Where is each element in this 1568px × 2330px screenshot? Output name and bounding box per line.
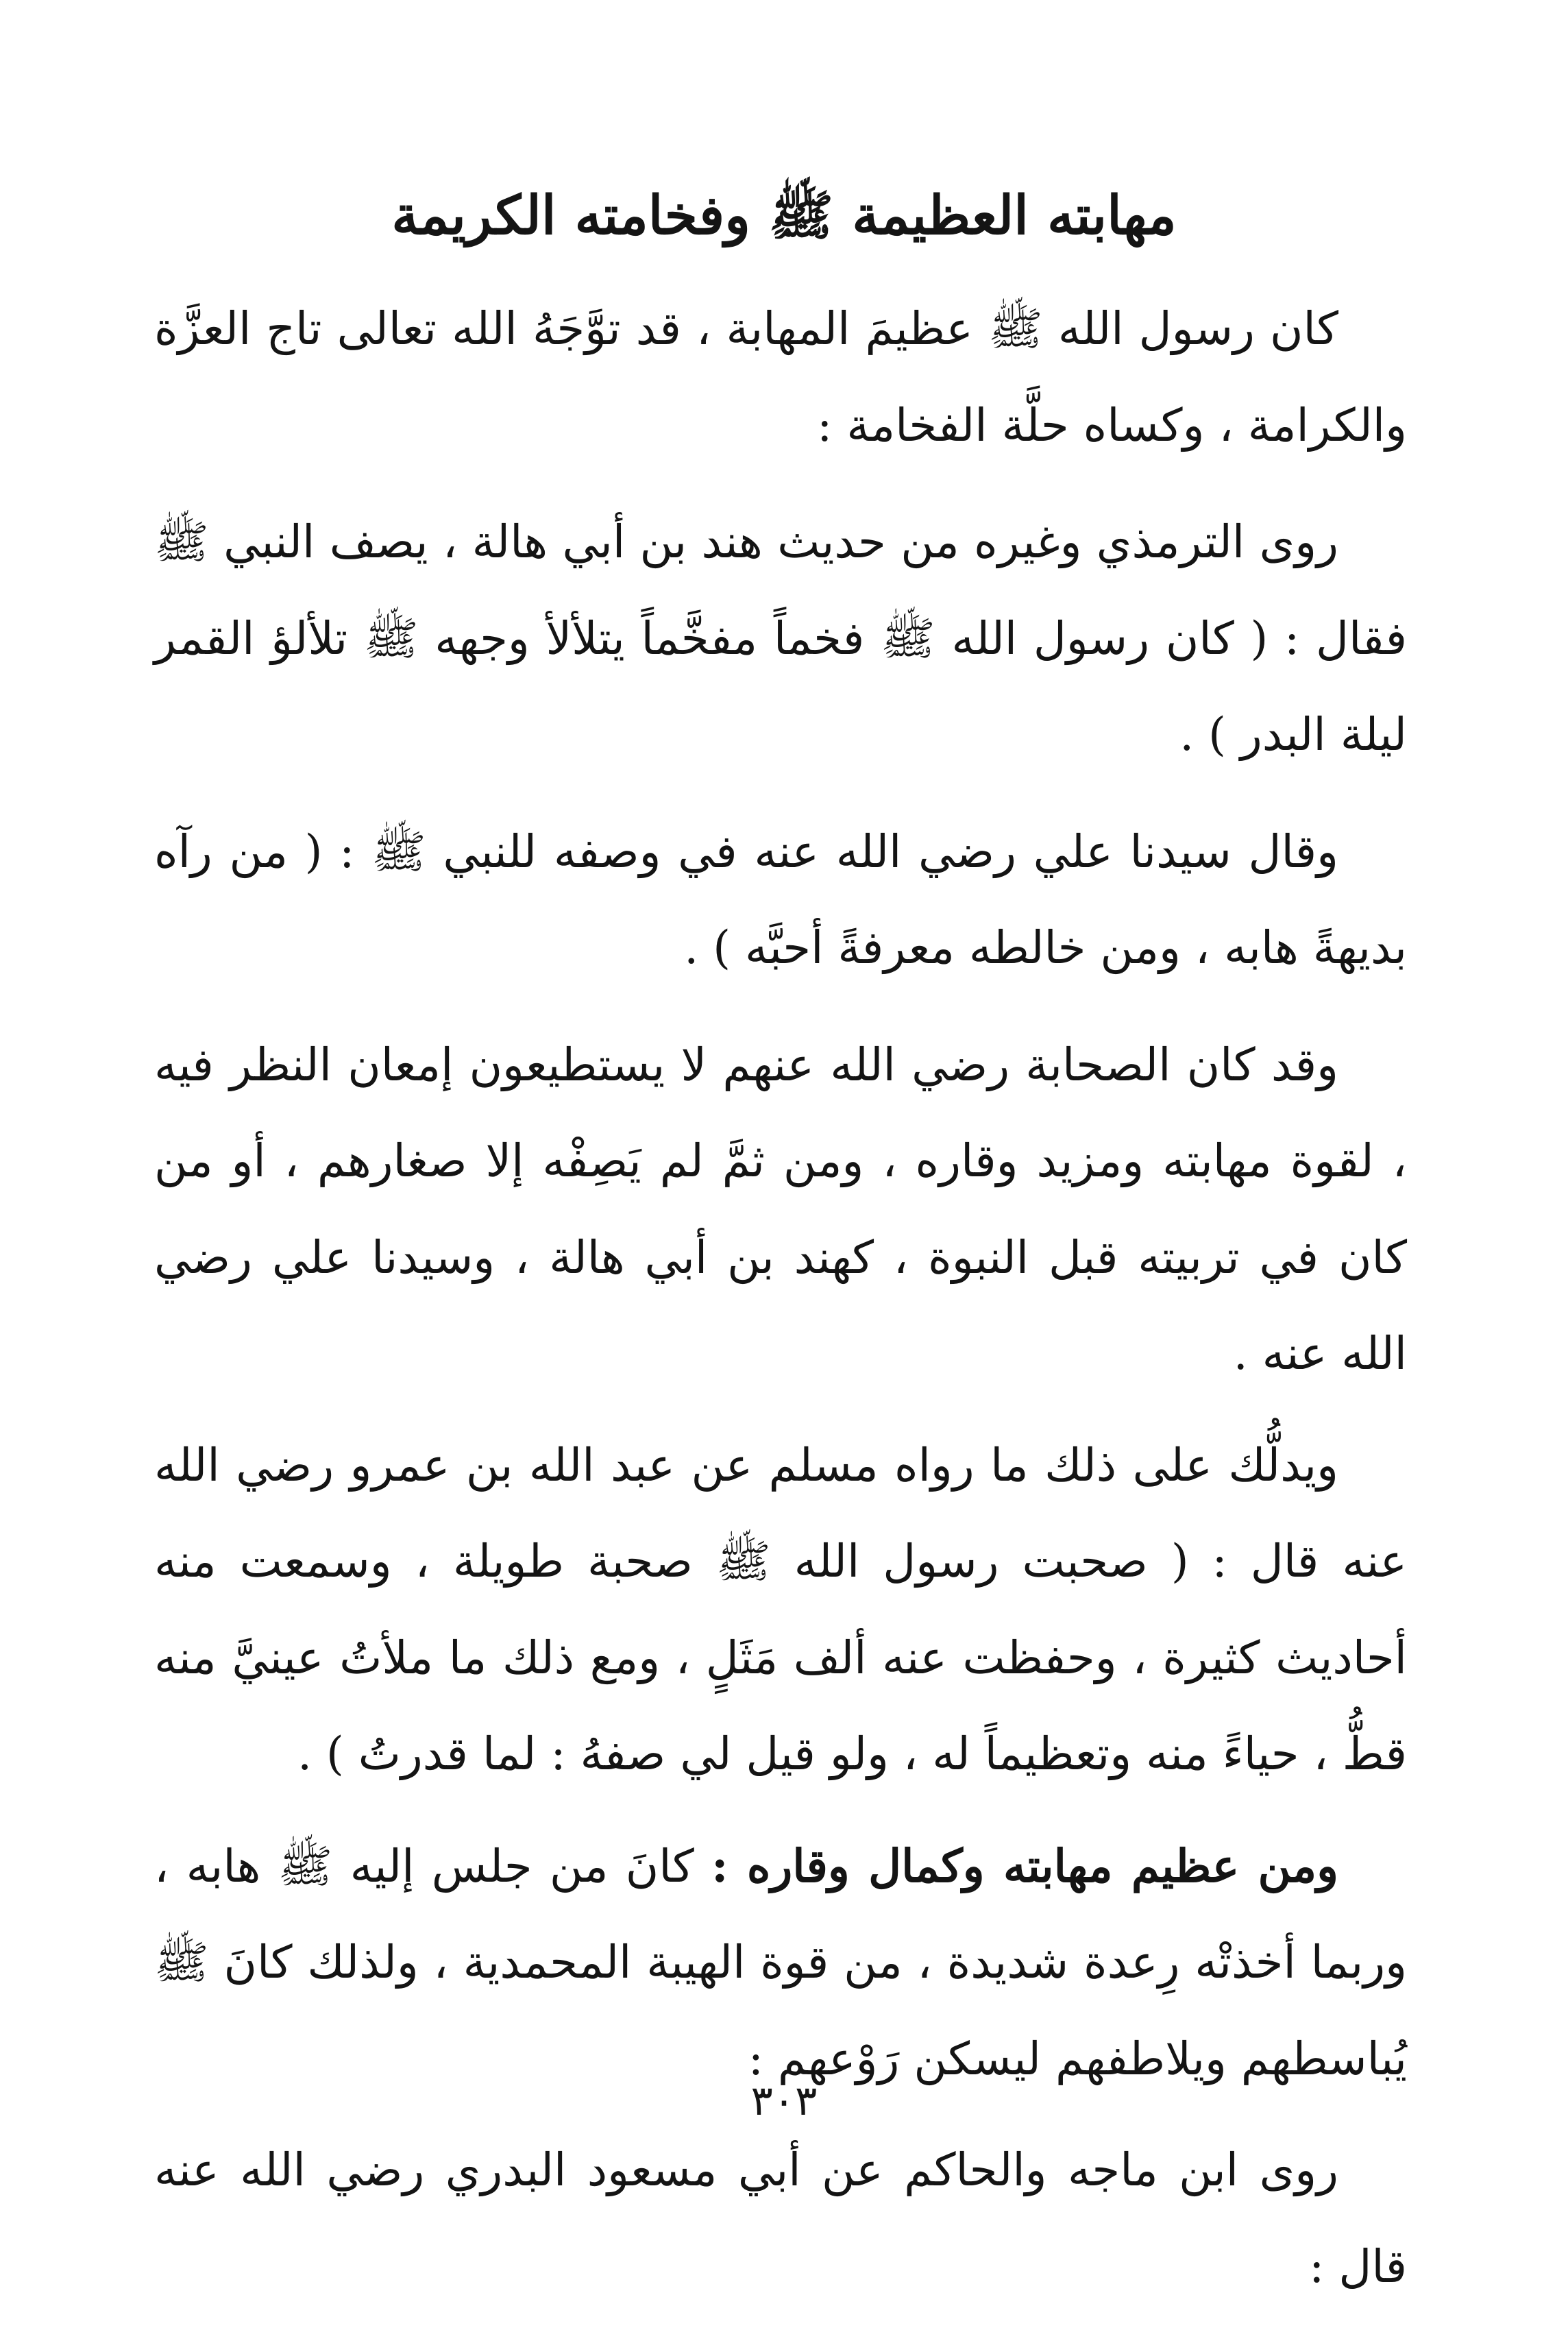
paragraph: روى الترمذي وغيره من حديث هند بن أبي هالة ، يصف النبي ﷺ فقال : ( كان رسول الله ﷺ فخماً مفخَّماً يتلألأ وجهه ﷺ تلألؤ القمر ليلة البدر ) . <box>154 515 1407 761</box>
body-text <box>154 281 1407 2330</box>
paragraph: روى ابن ماجه والحاكم عن أبي مسعود البدري رضي الله عنه قال : <box>154 2144 1407 2293</box>
page-title: مهابته العظيمة ﷺ وفخامته الكريمة <box>391 184 1177 247</box>
paragraph: كان رسول الله ﷺ عظيمَ المهابة ، قد توَّجَهُ الله تعالى تاج العزَّة والكرامة ، وكساه حلَّة الفخامة : <box>154 302 1407 452</box>
paragraph: وقد كان الصحابة رضي الله عنهم لا يستطيعون إمعان النظر فيه ، لقوة مهابته ومزيد وقاره ، ومن ثمَّ لم يَصِفْه إلا صغارهم ، أو من كان في تربيته قبل النبوة ، كهند بن أبي هالة ، وسيدنا علي رضي الله عنه . <box>154 1038 1407 1380</box>
page-number: ٣٠٣ <box>750 2077 818 2125</box>
paragraph: ويدلُّك على ذلك ما رواه مسلم عن عبد الله بن عمرو رضي الله عنه قال : ( صحبت رسول الله ﷺ صحبة طويلة ، وسمعت منه أحاديث كثيرة ، وحفظت عنه ألف مَثَلٍ ، ومع ذلك ما ملأتُ عينيَّ منه قطُّ ، حياءً منه وتعظيماً له ، ولو قيل لي صفهُ : لما قدرتُ ) . <box>154 1438 1407 1780</box>
paragraph-rest: كانَ من جلس إليه ﷺ هابه ، وربما أخذتْه رِعدة شديدة ، من قوة الهيبة المحمدية ، ولذلك كانَ ﷺ يُباسطهم ويلاطفهم ليسكن رَوْعهم : <box>154 1839 1407 2085</box>
paragraph-bold-lead: ومن عظيم مهابته وكمال وقاره : <box>711 1838 1338 1893</box>
paragraph <box>154 1818 1407 2108</box>
paragraph: وقال سيدنا علي رضي الله عنه في وصفه للنبي ﷺ : ( من رآه بديهةً هابه ، ومن خالطه معرفةً أحبَّه ) . <box>154 825 1407 974</box>
